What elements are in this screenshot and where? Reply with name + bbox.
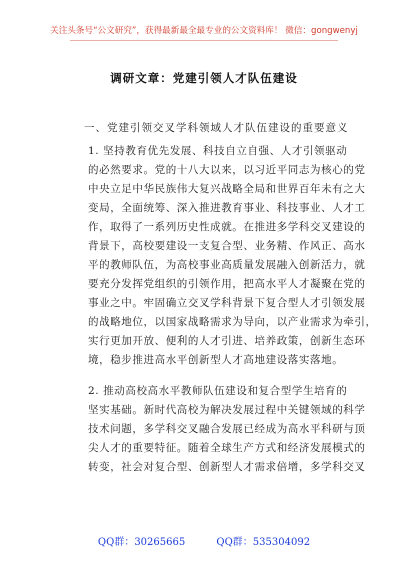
paragraph-1 <box>88 142 388 370</box>
paragraph-line: 要充分发挥党组织的引领作用，把高水平人才凝聚在党的 <box>88 278 366 290</box>
paragraph-line: 事业之中。牢固确立交叉学科背景下复合型人才引领发展 <box>88 297 366 309</box>
paragraph-line: 实行更加开放、便利的人才引进、培养政策，创新生态环 <box>88 335 366 347</box>
paragraph-line: 背景下，高校要建设一支复合型、业务精、作风正、高水 <box>88 240 366 252</box>
paragraph-line: 坚实基础。新时代高校为解决发展过程中关键领域的科学 <box>88 404 366 416</box>
paragraph-line: 技术问题，多学科交叉融合发展已经成为高水平科研与顶 <box>88 423 366 435</box>
qq-group-1: QQ群：30265665 <box>97 537 186 548</box>
header-divider <box>70 40 338 41</box>
qq-group-2: QQ群：535304092 <box>216 537 311 548</box>
paragraph-2 <box>88 382 388 477</box>
footer-contact <box>0 533 408 548</box>
paragraph-line: 1. 坚持教育优先发展、科技自立自强、人才引领驱动 <box>88 145 348 157</box>
paragraph-line: 的战略地位，以国家战略需求为导向，以产业需求为牵引， <box>88 316 377 328</box>
paragraph-line: 的必然要求。党的十八大以来，以习近平同志为核心的党 <box>88 164 366 176</box>
paragraph-line: 作，取得了一系列历史性成就。在推进多学科交叉建设的 <box>88 221 366 233</box>
paragraph-line: 平的教师队伍，为高校事业高质量发展融入创新活力，就 <box>88 259 366 271</box>
paragraph-line: 2. 推动高校高水平教师队伍建设和复合型学生培育的 <box>88 385 348 397</box>
paragraph-line: 境，稳步推进高水平创新型人才高地建设落实落地。 <box>88 354 344 366</box>
paragraph-line: 中央立足中华民族伟大复兴战略全局和世界百年未有之大 <box>88 183 366 195</box>
paragraph-line: 变局，全面统筹、深入推进教育事业、科技事业、人才工 <box>88 202 366 214</box>
section-heading: 一、党建引领交叉学科领域人才队伍建设的重要意义 <box>84 122 349 134</box>
header-banner: 关注头条号“公文研究”，获得最新最全最专业的公文资料库！ 微信：gongwenyj <box>50 26 358 36</box>
document-title: 调研文章：党建引领人才队伍建设 <box>110 71 298 85</box>
paragraph-line: 尖人才的重要特征。随着全球生产方式和经济发展模式的 <box>88 442 366 454</box>
paragraph-line: 转变，社会对复合型、创新型人才需求倍增，多学科交叉 <box>88 461 366 473</box>
